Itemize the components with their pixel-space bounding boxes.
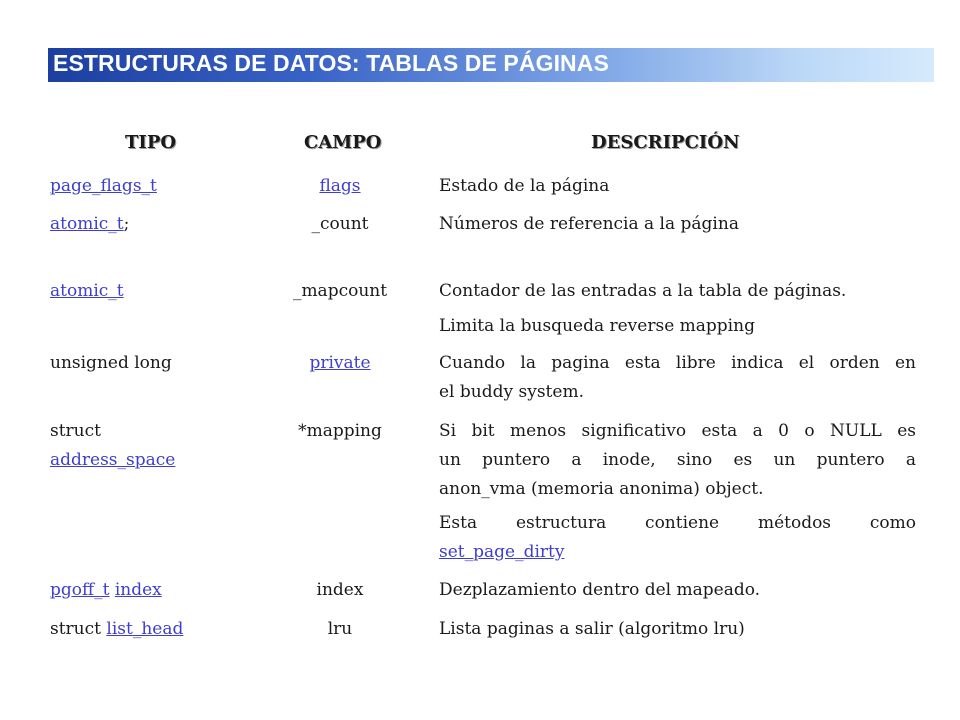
row-2-campo: _mapcount: [292, 281, 388, 301]
row-4-tipo-2: [50, 448, 175, 473]
row-3-tipo: unsigned long: [50, 353, 172, 373]
link-address-space[interactable]: address_space: [50, 450, 176, 470]
header-descripcion: DESCRIPCIÓN: [591, 132, 740, 153]
row-3-desc-line-2: el buddy system.: [439, 382, 584, 402]
row-2-desc: Contador de las entradas a la tabla de páginas.: [439, 281, 847, 301]
row-0-desc: Estado de la página: [439, 176, 610, 196]
row-6-tipo: [50, 617, 183, 642]
page-title: ESTRUCTURAS DE DATOS: TABLAS DE PÁGINAS: [53, 50, 609, 76]
title-bar: [48, 48, 934, 82]
link-private[interactable]: private: [309, 353, 371, 373]
row-0-campo: [270, 174, 410, 199]
row-4-desc2-line-2: [439, 540, 916, 565]
row-1-tipo-suffix: ;: [123, 214, 130, 234]
row-4-tipo: struct: [50, 421, 101, 441]
row-4-desc-line-3: anon_vma (memoria anonima) object.: [439, 479, 764, 499]
row-6-tipo-prefix: struct: [50, 619, 107, 639]
link-index[interactable]: index: [114, 580, 162, 600]
row-1-tipo: [50, 212, 129, 237]
row-2-tipo: [50, 279, 124, 304]
header-tipo: TIPO: [125, 132, 177, 153]
row-1-desc: Números de referencia a la página: [439, 214, 739, 234]
row-5-tipo: [50, 578, 162, 603]
row-6-desc: Lista paginas a salir (algoritmo lru): [439, 619, 745, 639]
row-0-tipo: [50, 174, 157, 199]
link-page-flags-t[interactable]: page_flags_t: [50, 176, 157, 196]
row-2-desc-2: Limita la busqueda reverse mapping: [439, 316, 755, 336]
link-atomic-t[interactable]: atomic_t: [50, 214, 124, 234]
row-4-campo: *mapping: [298, 421, 382, 441]
header-campo: CAMPO: [304, 132, 382, 153]
link-flags[interactable]: flags: [319, 176, 361, 196]
row-5-campo: index: [316, 580, 364, 600]
row-6-campo: lru: [327, 619, 353, 639]
row-4-desc-line-1: Si bit menos significativo esta a 0 o NULL es: [439, 421, 916, 441]
row-1-campo: _count: [311, 214, 369, 234]
row-4-desc2-line-1: Esta estructura contiene métodos como: [439, 513, 916, 533]
link-pgoff-t[interactable]: pgoff_t: [50, 580, 110, 600]
link-set-page-dirty[interactable]: set_page_dirty: [439, 542, 565, 562]
row-4-desc-line-2: un puntero a inode, sino es un puntero a: [439, 450, 916, 470]
row-3-desc-line-1: Cuando la pagina esta libre indica el orden en: [439, 353, 916, 373]
row-3-campo: [270, 351, 410, 376]
link-atomic-t-2[interactable]: atomic_t: [50, 281, 124, 301]
link-list-head[interactable]: list_head: [106, 619, 184, 639]
row-5-desc: Dezplazamiento dentro del mapeado.: [439, 580, 761, 600]
